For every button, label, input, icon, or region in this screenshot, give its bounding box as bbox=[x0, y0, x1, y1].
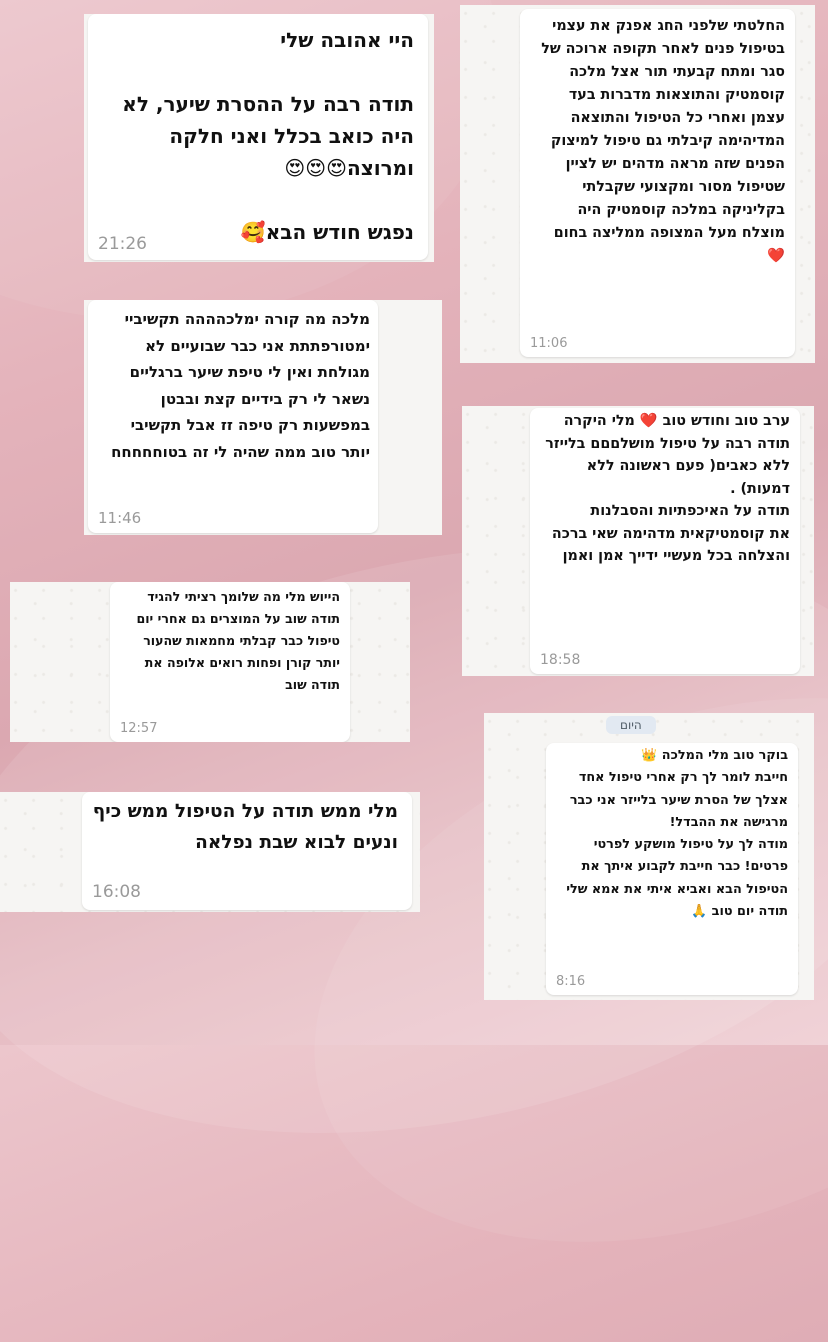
message-bubble bbox=[520, 9, 795, 357]
message-time: 11:06 bbox=[530, 336, 568, 351]
message-time: 18:58 bbox=[540, 652, 581, 668]
message-text: מלכה מה קורה ימלכהההה תקשיביי ימטורפתתת אני כבר שבועיים לא מגולחת ואין לי טיפת שיער ברגליים נשאר לי רק בידיים קצת ובבטן במפשעות רק טיפה זז אבל תקשיבי יותר טוב ממה שהיה לי זה בטוחחחחח bbox=[111, 310, 370, 461]
message-text: מלי ממש תודה על הטיפול ממש כיף ונעים לבוא שבת נפלאה bbox=[92, 801, 398, 853]
screenshot-card bbox=[84, 14, 434, 262]
message-time: 8:16 bbox=[556, 974, 586, 989]
message-bubble bbox=[110, 582, 350, 742]
screenshot-card bbox=[0, 792, 420, 912]
screenshot-card bbox=[462, 406, 814, 676]
screenshot-card bbox=[460, 5, 815, 363]
message-text: ערב טוב וחודש טוב ❤️ מלי היקרה תודה רבה על טיפול מושלםםם בלייזר ללא כאבים( פעם ראשונה ללא דמעות) . תודה על האיכפתיות והסבלנות את קוסמטיקאית מדהימה שאי ברכה והצלחה בכל מעשיי ידייך אמן ואמן bbox=[545, 413, 790, 564]
message-bubble bbox=[88, 14, 428, 260]
message-time: 12:57 bbox=[120, 721, 158, 736]
message-time: 21:26 bbox=[98, 234, 147, 254]
message-bubble bbox=[530, 408, 800, 674]
screenshot-card bbox=[484, 713, 814, 1000]
screenshot-card bbox=[10, 582, 410, 742]
message-time: 11:46 bbox=[98, 509, 142, 527]
message-text: בוקר טוב מלי המלכה 👑 חייבת לומר לך רק אחרי טיפול אחד אצלך של הסרת שיער בלייזר אני כבר מרגישה את ההבדל! מודה לך על טיפול מושקע לפרטי פרטים! כבר חייבת לקבוע איתך את הטיפול הבא ואביא איתי את אמא שלי תודה יום טוב 🙏 bbox=[566, 748, 788, 920]
message-text: היי אהובה שלי תודה רבה על ההסרת שיער, לא היה כואב בכלל ואני חלקה ומרוצה😍😍😍 נפגש חודש הבא🥰 bbox=[122, 28, 414, 244]
message-bubble bbox=[546, 743, 798, 995]
message-text: החלטתי שלפני החג אפנק את עצמי בטיפול פנים לאחר תקופה ארוכה של סגר ומתח קבעתי תור אצל מלכה קוסמטיק והתוצאות מדברות בעד עצמן ואחרי כל הטיפול והתוצאה המדיהימה קיבלתי גם טיפול למיצוק הפנים שזה מראה מדהים יש לציין שטיפול מסור ומקצועי שקבלתי בקליניקה במלכה קוסמטיק היה מוצלח מעל המצופה ממליצה בחום ❤️ bbox=[541, 18, 785, 264]
message-text: הייוש מלי מה שלומך רציתי להגיד תודה שוב על המוצרים גם אחרי יום טיפול כבר קבלתי מחמאות שהעור יותר קורן ופחות רואים אלופה את תודה שוב bbox=[136, 589, 340, 692]
message-bubble bbox=[88, 300, 378, 533]
message-time: 16:08 bbox=[92, 882, 141, 902]
screenshot-card bbox=[84, 300, 442, 535]
message-bubble bbox=[82, 792, 412, 910]
date-separator: היום bbox=[606, 716, 656, 734]
